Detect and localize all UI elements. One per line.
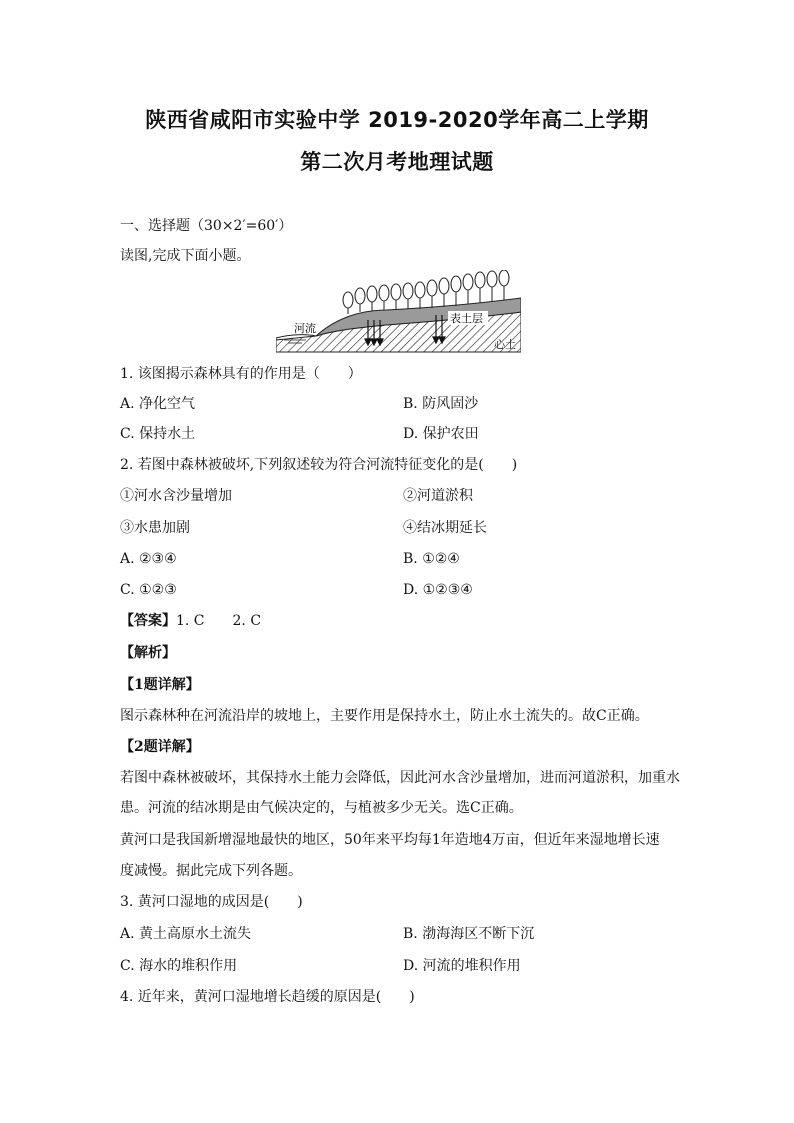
intro-2-line-1: 黄河口是我国新增湿地最快的地区，50年来平均每1年造地4万亩，但近年来湿地增长速 (120, 832, 660, 848)
q2-option-b: B. ①②④ (403, 551, 460, 567)
detail-2-text-1: 若图中森林被破坏，其保持水土能力会降低，因此河水含沙量增加，进而河道淤积，加重水 (120, 770, 680, 786)
document-title-line2: 第二次月考地理试题 (300, 150, 494, 174)
detail-1-label: 【1题详解】 (120, 677, 200, 693)
q4-stem: 4. 近年来，黄河口湿地增长趋缓的原因是( ) (120, 989, 415, 1005)
q3-stem: 3. 黄河口湿地的成因是( ) (120, 894, 303, 910)
q2-option-d: D. ①②③④ (403, 582, 473, 598)
q1-option-a: A. 净化空气 (120, 396, 196, 412)
label-topsoil: 表土层 (450, 312, 483, 325)
detail-2-text-2: 患。河流的结冰期是由气候决定的，与植被多少无关。选C正确。 (120, 800, 523, 816)
label-subsoil: 心土 (494, 338, 516, 351)
q3-option-c: C. 海水的堆积作用 (120, 958, 238, 974)
q1-stem: 1. 该图揭示森林具有的作用是（ ） (120, 366, 362, 382)
diagram-svg (276, 270, 521, 355)
q2-option-a: A. ②③④ (120, 551, 177, 567)
q2-statement-2: ②河道淤积 (403, 488, 473, 504)
q1-option-d: D. 保护农田 (403, 426, 479, 442)
section-heading: 一、选择题（30×2′=60′） (120, 218, 293, 234)
label-river: 河流 (294, 322, 316, 335)
document-title-line1: 陕西省咸阳市实验中学 2019-2020学年高二上学期 (145, 108, 649, 132)
q2-stem: 2. 若图中森林被破坏,下列叙述较为符合河流特征变化的是( ) (120, 457, 518, 473)
q3-option-a: A. 黄土高原水土流失 (120, 926, 252, 942)
detail-1-text: 图示森林种在河流沿岸的坡地上，主要作用是保持水土，防止水土流失的。故C正确。 (120, 708, 649, 724)
forest-slope-diagram (276, 270, 521, 355)
intro-2-line-2: 度减慢。据此完成下列各题。 (120, 863, 302, 879)
q2-statement-3: ③水患加剧 (120, 520, 190, 536)
q2-statement-1: ①河水含沙量增加 (120, 488, 232, 504)
q2-statement-4: ④结冰期延长 (403, 520, 487, 536)
detail-2-label: 【2题详解】 (120, 739, 200, 755)
intro-text: 读图,完成下面小题。 (120, 248, 251, 264)
answer-line (120, 611, 261, 631)
q2-option-c: C. ①②③ (120, 582, 177, 598)
q3-option-b: B. 渤海海区不断下沉 (403, 926, 535, 942)
analysis-label: 【解析】 (120, 645, 176, 661)
q1-option-c: C. 保持水土 (120, 426, 196, 442)
q1-option-b: B. 防风固沙 (403, 396, 479, 412)
answer-text: 1. C 2. C (176, 613, 262, 629)
q3-option-d: D. 河流的堆积作用 (403, 958, 521, 974)
answer-label: 【答案】 (120, 613, 176, 629)
